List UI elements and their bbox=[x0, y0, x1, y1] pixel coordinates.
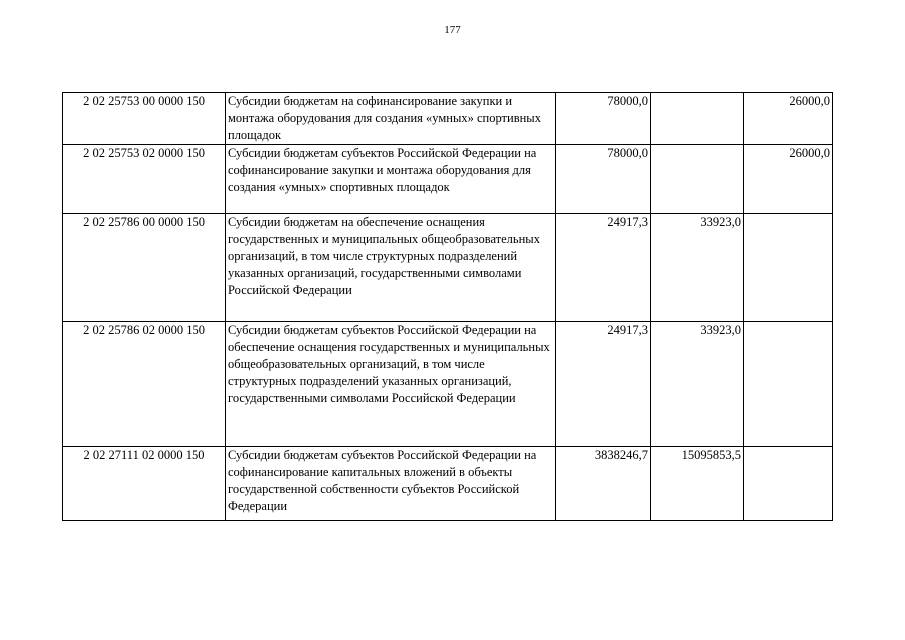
budget-code-cell: 2 02 25786 00 0000 150 bbox=[63, 214, 226, 322]
amount-cell-1: 3838246,7 bbox=[556, 447, 651, 521]
table-row bbox=[63, 93, 833, 145]
description-cell: Субсидии бюджетам на обеспечение оснащения государственных и муниципальных общеобразовательных организаций, в том числе структурных подразделений указанных организаций, государственными символами Российской Федерации bbox=[226, 214, 556, 322]
page-number: 177 bbox=[444, 24, 461, 36]
table-row bbox=[63, 447, 833, 521]
table-row bbox=[63, 322, 833, 447]
budget-code-cell: 2 02 27111 02 0000 150 bbox=[63, 447, 226, 521]
amount-cell-2 bbox=[651, 145, 744, 214]
amount-cell-2: 15095853,5 bbox=[651, 447, 744, 521]
table-row bbox=[63, 145, 833, 214]
amount-cell-1: 24917,3 bbox=[556, 214, 651, 322]
amount-cell-3 bbox=[744, 214, 833, 322]
budget-code-cell: 2 02 25786 02 0000 150 bbox=[63, 322, 226, 447]
budget-code-cell: 2 02 25753 00 0000 150 bbox=[63, 93, 226, 145]
description-cell: Субсидии бюджетам на софинансирование закупки и монтажа оборудования для создания «умных» спортивных площадок bbox=[226, 93, 556, 145]
budget-code-cell: 2 02 25753 02 0000 150 bbox=[63, 145, 226, 214]
budget-table bbox=[62, 92, 833, 521]
description-cell: Субсидии бюджетам субъектов Российской Федерации на софинансирование капитальных вложений в объекты государственной собственности субъектов Российской Федерации bbox=[226, 447, 556, 521]
amount-cell-2: 33923,0 bbox=[651, 322, 744, 447]
description-cell: Субсидии бюджетам субъектов Российской Федерации на обеспечение оснащения государственных и муниципальных общеобразовательных организаций, в том числе структурных подразделений указанных организаций, государственными символами Российской Федерации bbox=[226, 322, 556, 447]
amount-cell-2 bbox=[651, 93, 744, 145]
amount-cell-3: 26000,0 bbox=[744, 145, 833, 214]
amount-cell-2: 33923,0 bbox=[651, 214, 744, 322]
amount-cell-1: 24917,3 bbox=[556, 322, 651, 447]
amount-cell-1: 78000,0 bbox=[556, 93, 651, 145]
description-cell: Субсидии бюджетам субъектов Российской Федерации на софинансирование закупки и монтажа оборудования для создания «умных» спортивных площадок bbox=[226, 145, 556, 214]
amount-cell-3 bbox=[744, 447, 833, 521]
amount-cell-3 bbox=[744, 322, 833, 447]
amount-cell-1: 78000,0 bbox=[556, 145, 651, 214]
amount-cell-3: 26000,0 bbox=[744, 93, 833, 145]
table-row bbox=[63, 214, 833, 322]
